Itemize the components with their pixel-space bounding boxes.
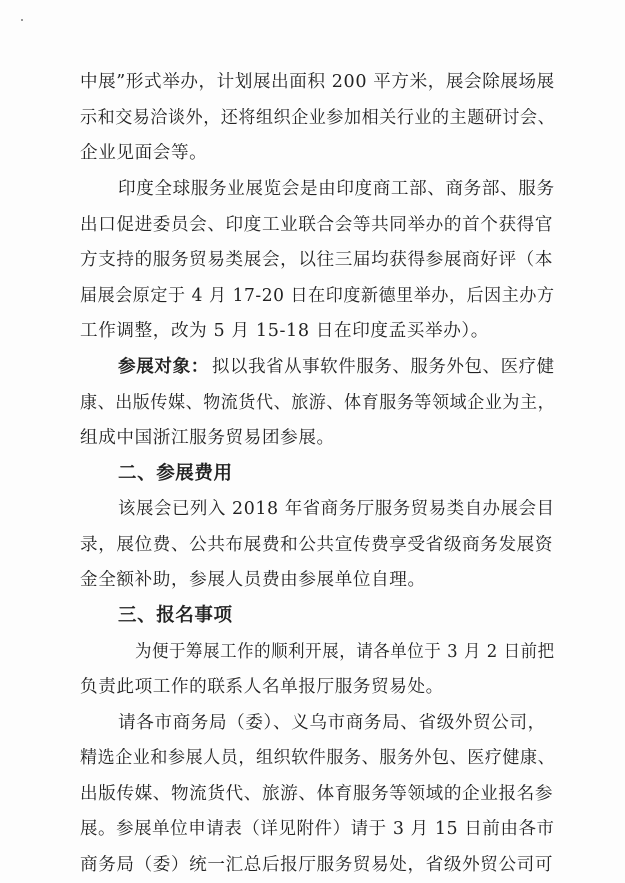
text-line [0, 743, 625, 773]
line-text: 工作调整，改为 5 月 15-18 日在印度孟买举办）。 [80, 321, 489, 341]
line-text: 出口促进委员会、印度工业联合会等共同举办的首个获得官 [80, 215, 554, 235]
line-text: 为便于筹展工作的顺利开展，请各单位于 3 月 2 日前把 [135, 642, 555, 662]
section-heading [0, 601, 625, 631]
text-line [0, 174, 625, 204]
line-text: 出版传媒、物流货代、旅游、体育服务等领域的企业报名参 [80, 784, 554, 804]
text-line [0, 494, 625, 524]
text-line [0, 637, 625, 667]
text-line [0, 672, 625, 702]
text-line [0, 708, 625, 738]
line-text: 该展会已列入 2018 年省商务厅服务贸易类自办展会目 [118, 499, 555, 519]
text-line [0, 210, 625, 240]
line-text: 方支持的服务贸易类展会，以往三届均获得参展商好评（本 [80, 250, 554, 270]
line-text: 精选企业和参展人员，组织软件服务、服务外包、医疗健康、 [80, 748, 556, 768]
line-text: 组成中国浙江服务贸易团参展。 [80, 428, 335, 448]
line-text: 负责此项工作的联系人名单报厅服务贸易处。 [80, 677, 444, 697]
line-text: 金全额补助，参展人员费由参展单位自理。 [80, 570, 426, 590]
section-heading [0, 459, 625, 489]
line-text: 企业见面会等。 [80, 143, 208, 163]
text-line [0, 423, 625, 453]
section-heading-registration: 三、报名事项 [118, 605, 233, 626]
line-text: 拟以我省从事软件服务、服务外包、医疗健 [212, 357, 555, 377]
text-line [0, 281, 625, 311]
text-line [0, 530, 625, 560]
participants-label: 参展对象： [118, 356, 209, 377]
line-text: 中展”形式举办，计划展出面积 200 平方米，展会除展场展 [80, 72, 555, 92]
text-line [0, 67, 625, 97]
line-text: 请各市商务局（委）、义乌市商务局、省级外贸公司， [118, 713, 546, 733]
line-text: 康、出版传媒、物流货代、旅游、体育服务等领域企业为主， [80, 393, 556, 413]
line-text: 展。参展单位申请表（详见附件）请于 3 月 15 日前由各市 [80, 819, 555, 839]
text-line [0, 245, 625, 275]
text-line [0, 565, 625, 595]
section-heading-fees: 二、参展费用 [118, 463, 233, 484]
line-text: 商务局（委）统一汇总后报厅服务贸易处，省级外贸公司可 [80, 855, 554, 875]
line-text: 届展会原定于 4 月 17-20 日在印度新德里举办，后因主办方 [80, 286, 555, 306]
text-line [0, 316, 625, 346]
text-line [0, 103, 625, 133]
text-line [0, 352, 625, 382]
text-line [0, 779, 625, 809]
text-line [0, 814, 625, 844]
scan-speck [21, 19, 23, 21]
line-text: 录，展位费、公共布展费和公共宣传费享受省级商务发展资 [80, 535, 554, 555]
text-line [0, 138, 625, 168]
line-text: 印度全球服务业展览会是由印度商工部、商务部、服务 [118, 179, 555, 199]
line-text: 示和交易洽谈外，还将组织企业参加相关行业的主题研讨会、 [80, 108, 556, 128]
text-line [0, 388, 625, 418]
text-line [0, 850, 625, 880]
